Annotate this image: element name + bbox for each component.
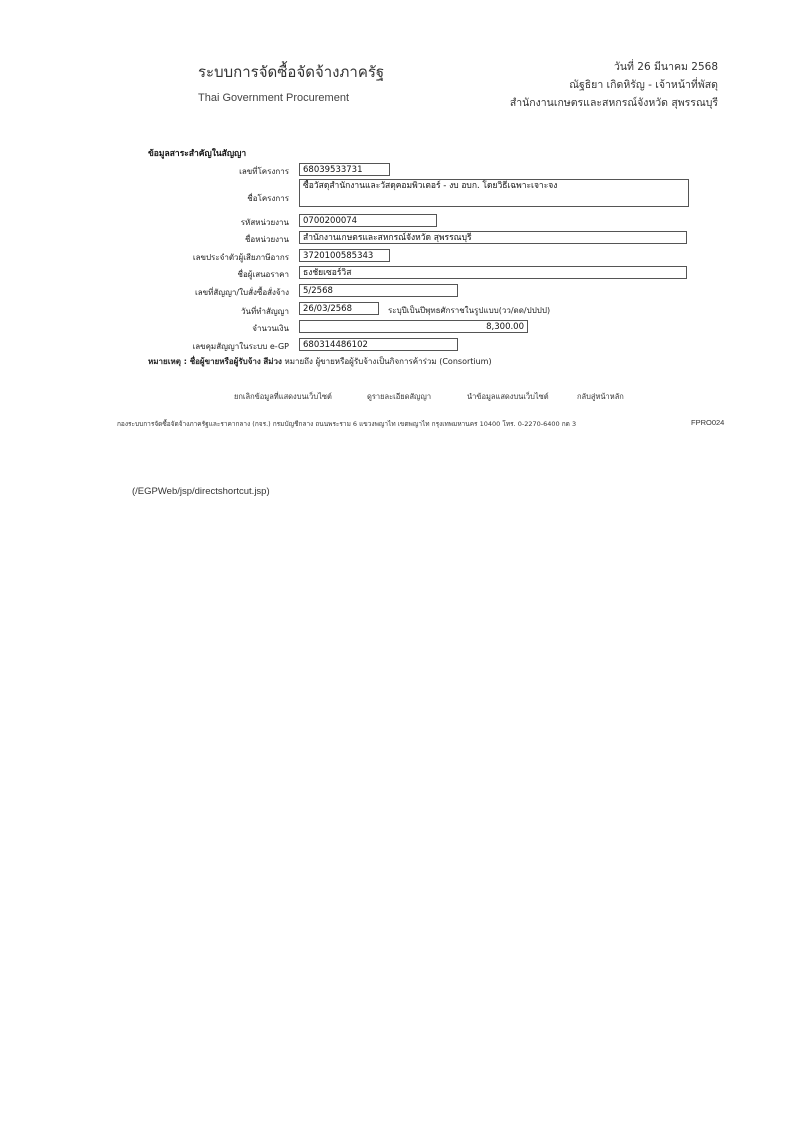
bidder-name-field[interactable]: ธงชัยเซอร์วิส <box>299 266 687 279</box>
amount-field[interactable]: 8,300.00 <box>299 320 528 333</box>
project-no-label: เลขที่โครงการ <box>239 167 289 176</box>
organization-name: สำนักงานเกษตรและสหกรณ์จังหวัด สุพรรณบุรี <box>509 97 718 109</box>
system-title-en: Thai Government Procurement <box>198 92 350 104</box>
publish-link[interactable]: นำข้อมูลแสดงบนเว็บไซต์ <box>467 392 549 401</box>
bidder-name-label: ชื่อผู้เสนอราคา <box>237 270 289 279</box>
contract-date-field[interactable]: 26/03/2568 <box>299 302 379 315</box>
form-code: FPRO024 <box>691 418 725 427</box>
contract-date-label: วันที่ทำสัญญา <box>240 307 289 316</box>
print-path: (/EGPWeb/jsp/directshortcut.jsp) <box>132 486 270 497</box>
consortium-note <box>148 355 492 368</box>
agency-name-label: ชื่อหน่วยงาน <box>244 235 289 244</box>
tax-id-label: เลขประจำตัวผู้เสียภาษีอากร <box>192 253 289 262</box>
view-contract-link[interactable]: ดูรายละเอียดสัญญา <box>367 392 432 401</box>
user-name: ณัฐธิยา เกิดหิรัญ - เจ้าหน้าที่พัสดุ <box>569 79 718 91</box>
date-format-hint: ระบุปีเป็นปีพุทธศักราชในรูปแบบ(วว/ดด/ปปปป) <box>388 306 551 315</box>
contract-no-label: เลขที่สัญญา/ใบสั่งซื้อสั่งจ้าง <box>195 288 289 297</box>
agency-code-label: รหัสหน่วยงาน <box>240 218 289 227</box>
print-date: วันที่ 26 มีนาคม 2568 <box>613 61 718 73</box>
contract-no-field[interactable]: 5/2568 <box>299 284 458 297</box>
section-title: ข้อมูลสาระสำคัญในสัญญา <box>148 149 247 159</box>
tax-id-field[interactable]: 3720100585343 <box>299 249 390 262</box>
system-title-th: ระบบการจัดซื้อจัดจ้างภาครัฐ <box>198 63 385 81</box>
home-link[interactable]: กลับสู่หน้าหลัก <box>577 392 624 401</box>
egp-control-no-label: เลขคุมสัญญาในระบบ e-GP <box>192 342 289 351</box>
egp-control-no-field[interactable]: 680314486102 <box>299 338 458 351</box>
note-prefix: หมายเหตุ : ชื่อผู้ขายหรือผู้รับจ้าง <box>148 357 261 366</box>
project-name-field[interactable]: ซื้อวัสดุสำนักงานและวัสดุคอมพิวเตอร์ - งบ อบก. โดยวิธีเฉพาะเจาะจง <box>299 179 689 207</box>
project-name-label: ชื่อโครงการ <box>247 194 289 203</box>
note-suffix: หมายถึง ผู้ขายหรือผู้รับจ้างเป็นกิจการค้าร่วม (Consortium) <box>284 357 492 366</box>
agency-name-field[interactable]: สำนักงานเกษตรและสหกรณ์จังหวัด สุพรรณบุรี <box>299 231 687 244</box>
project-no-field[interactable]: 68039533731 <box>299 163 390 176</box>
agency-code-field[interactable]: 0700200074 <box>299 214 437 227</box>
note-color-word: สีม่วง <box>263 357 282 366</box>
cancel-publish-link[interactable]: ยกเลิกข้อมูลที่แสดงบนเว็บไซต์ <box>234 392 332 401</box>
amount-label: จำนวนเงิน <box>252 324 289 333</box>
footer-address: กองระบบการจัดซื้อจัดจ้างภาครัฐและราคากลาง (กจร.) กรมบัญชีกลาง ถนนพระราม 6 แขวงพญาไท เขตพญาไท กรุงเทพมหานคร 10400 โทร. 0-2270-6400 กด 3 <box>117 420 577 428</box>
